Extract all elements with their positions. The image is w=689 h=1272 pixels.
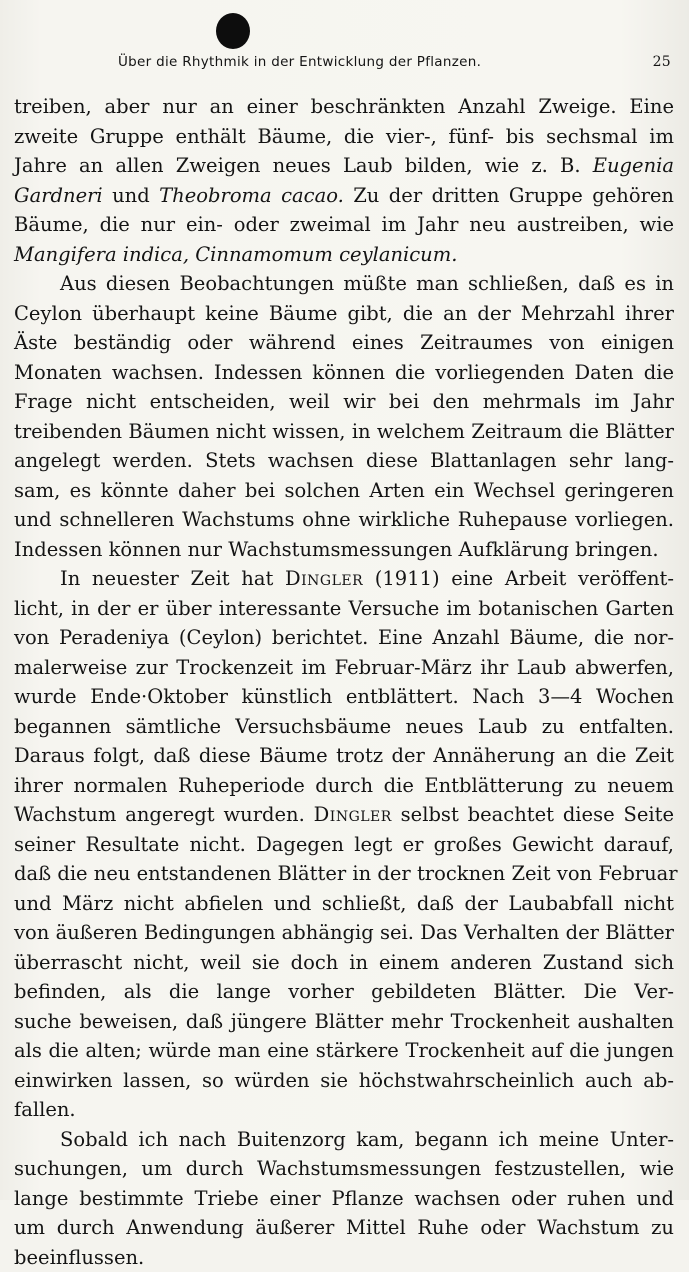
text-segment: suche beweisen, daß jüngere Blätter mehr Trockenheit aushalten [14,1010,674,1033]
text-line [14,741,674,771]
text-line [14,1243,674,1272]
text-segment: (1911) eine Arbeit veröffent- [363,567,674,590]
text-line [14,1213,674,1243]
text-segment: von äußeren Bedingungen abhängig sei. Das Verhalten der Blätter [14,921,674,944]
text-line [14,977,674,1007]
small-caps-name: Dingler [285,567,363,590]
text-line [14,1125,674,1155]
text-segment: Zu der dritten Gruppe gehören [344,184,674,207]
running-head [0,54,689,74]
text-line [14,476,674,506]
text-line [14,299,674,329]
text-segment: malerweise zur Trockenzeit im Februar-März ihr Laub abwerfen, [14,656,674,679]
text-line [14,387,674,417]
text-line [14,358,674,388]
text-line [14,948,674,978]
text-line [14,210,674,240]
text-segment: ihrer normalen Ruheperiode durch die Entblätterung zu neuem [14,774,674,797]
text-segment: überrascht nicht, weil sie doch in einem anderen Zustand sich [14,951,674,974]
text-segment: selbst beachtet diese Seite [392,803,674,826]
text-segment: um durch Anwendung äußerer Mittel Ruhe oder Wachstum zu [14,1216,674,1239]
italic-text: Gardneri [14,184,103,207]
text-line [14,564,674,594]
text-segment: sam, es könnte daher bei solchen Arten ein Wechsel geringeren [14,479,674,502]
text-line [14,122,674,152]
text-segment: zweite Gruppe enthält Bäume, die vier-, fünf- bis sechsmal im [14,125,674,148]
text-line [14,446,674,476]
text-line [14,92,674,122]
text-segment: Indessen können nur Wachstumsmessungen Aufklärung bringen. [14,538,659,561]
text-line [14,771,674,801]
text-line [14,1095,674,1125]
text-line [14,181,674,211]
text-line [14,594,674,624]
text-line [14,328,674,358]
italic-text: Eugenia [593,154,674,177]
text-line [14,417,674,447]
text-line [14,889,674,919]
text-line [14,653,674,683]
body-text [14,92,674,1272]
text-segment: und März nicht abfielen und schließt, daß der Laubabfall nicht [14,892,674,915]
text-line [14,682,674,712]
text-line [14,269,674,299]
text-segment: lange bestimmte Triebe einer Pflanze wachsen oder ruhen und [14,1187,674,1210]
text-segment: daß die neu entstandenen Blätter in der trocknen Zeit von Februar [14,862,678,885]
text-line [14,918,674,948]
text-segment: licht, in der er über interessante Versuche im botanischen Garten [14,597,674,620]
text-line [14,505,674,535]
text-segment: Daraus folgt, daß diese Bäume trotz der Annäherung an die Zeit [14,744,674,767]
text-line [14,1154,674,1184]
text-line [14,623,674,653]
text-segment: fallen. [14,1098,76,1121]
text-segment: einwirken lassen, so würden sie höchstwahrscheinlich auch ab- [14,1069,674,1092]
text-segment: befinden, als die lange vorher gebildeten Blätter. Die Ver- [14,980,674,1003]
text-line [14,535,674,565]
italic-text: Theobroma cacao. [159,184,344,207]
text-segment: Sobald ich nach Buitenzorg kam, begann ich meine Unter- [60,1128,674,1151]
text-segment: treibenden Bäumen nicht wissen, in welchem Zeitraum die Blätter [14,420,674,443]
text-line [14,1066,674,1096]
text-segment: Frage nicht entscheiden, weil wir bei den mehrmals im Jahr [14,390,674,413]
text-line [14,830,674,860]
text-line [14,151,674,181]
text-line [14,1184,674,1214]
text-line [14,1036,674,1066]
running-head-title: Über die Rhythmik in der Entwicklung der Pflanzen. [118,54,481,70]
text-segment: Jahre an allen Zweigen neues Laub bilden, wie z. B. [14,154,593,177]
page-number: 25 [653,54,671,70]
text-line [14,800,674,830]
small-caps-name: Dingler [314,803,392,826]
text-segment: als die alten; würde man eine stärkere Trockenheit auf die jungen [14,1039,674,1062]
text-segment: Aus diesen Beobachtungen müßte man schließen, daß es in [60,272,674,295]
text-line [14,859,674,889]
italic-text: Mangifera indica, Cinnamomum ceylanicum. [14,243,457,266]
text-segment: Monaten wachsen. Indessen können die vorliegenden Daten die [14,361,674,384]
text-segment: seiner Resultate nicht. Dagegen legt er großes Gewicht darauf, [14,833,674,856]
text-segment: Äste beständig oder während eines Zeitraumes von einigen [14,331,674,354]
text-segment: beeinflussen. [14,1246,144,1269]
ink-blot-mark [216,13,250,49]
text-segment: Ceylon überhaupt keine Bäume gibt, die an der Mehrzahl ihrer [14,302,674,325]
text-segment: wurde Ende·Oktober künstlich entblättert. Nach 3—4 Wochen [14,685,674,708]
text-segment: suchungen, um durch Wachstumsmessungen festzustellen, wie [14,1157,674,1180]
text-segment: angelegt werden. Stets wachsen diese Blattanlagen sehr lang- [14,449,674,472]
text-line [14,712,674,742]
text-line [14,1007,674,1037]
text-segment: und schnelleren Wachstums ohne wirkliche Ruhepause vorliegen. [14,508,674,531]
text-segment: begannen sämtliche Versuchsbäume neues Laub zu entfalten. [14,715,674,738]
text-segment: Bäume, die nur ein- oder zweimal im Jahr neu austreiben, wie [14,213,674,236]
text-segment: Wachstum angeregt wurden. [14,803,314,826]
text-segment: treiben, aber nur an einer beschränkten Anzahl Zweige. Eine [14,95,674,118]
text-segment: von Peradeniya (Ceylon) berichtet. Eine Anzahl Bäume, die nor- [14,626,674,649]
text-segment: und [103,184,160,207]
text-line [14,240,674,270]
text-segment: In neuester Zeit hat [60,567,285,590]
